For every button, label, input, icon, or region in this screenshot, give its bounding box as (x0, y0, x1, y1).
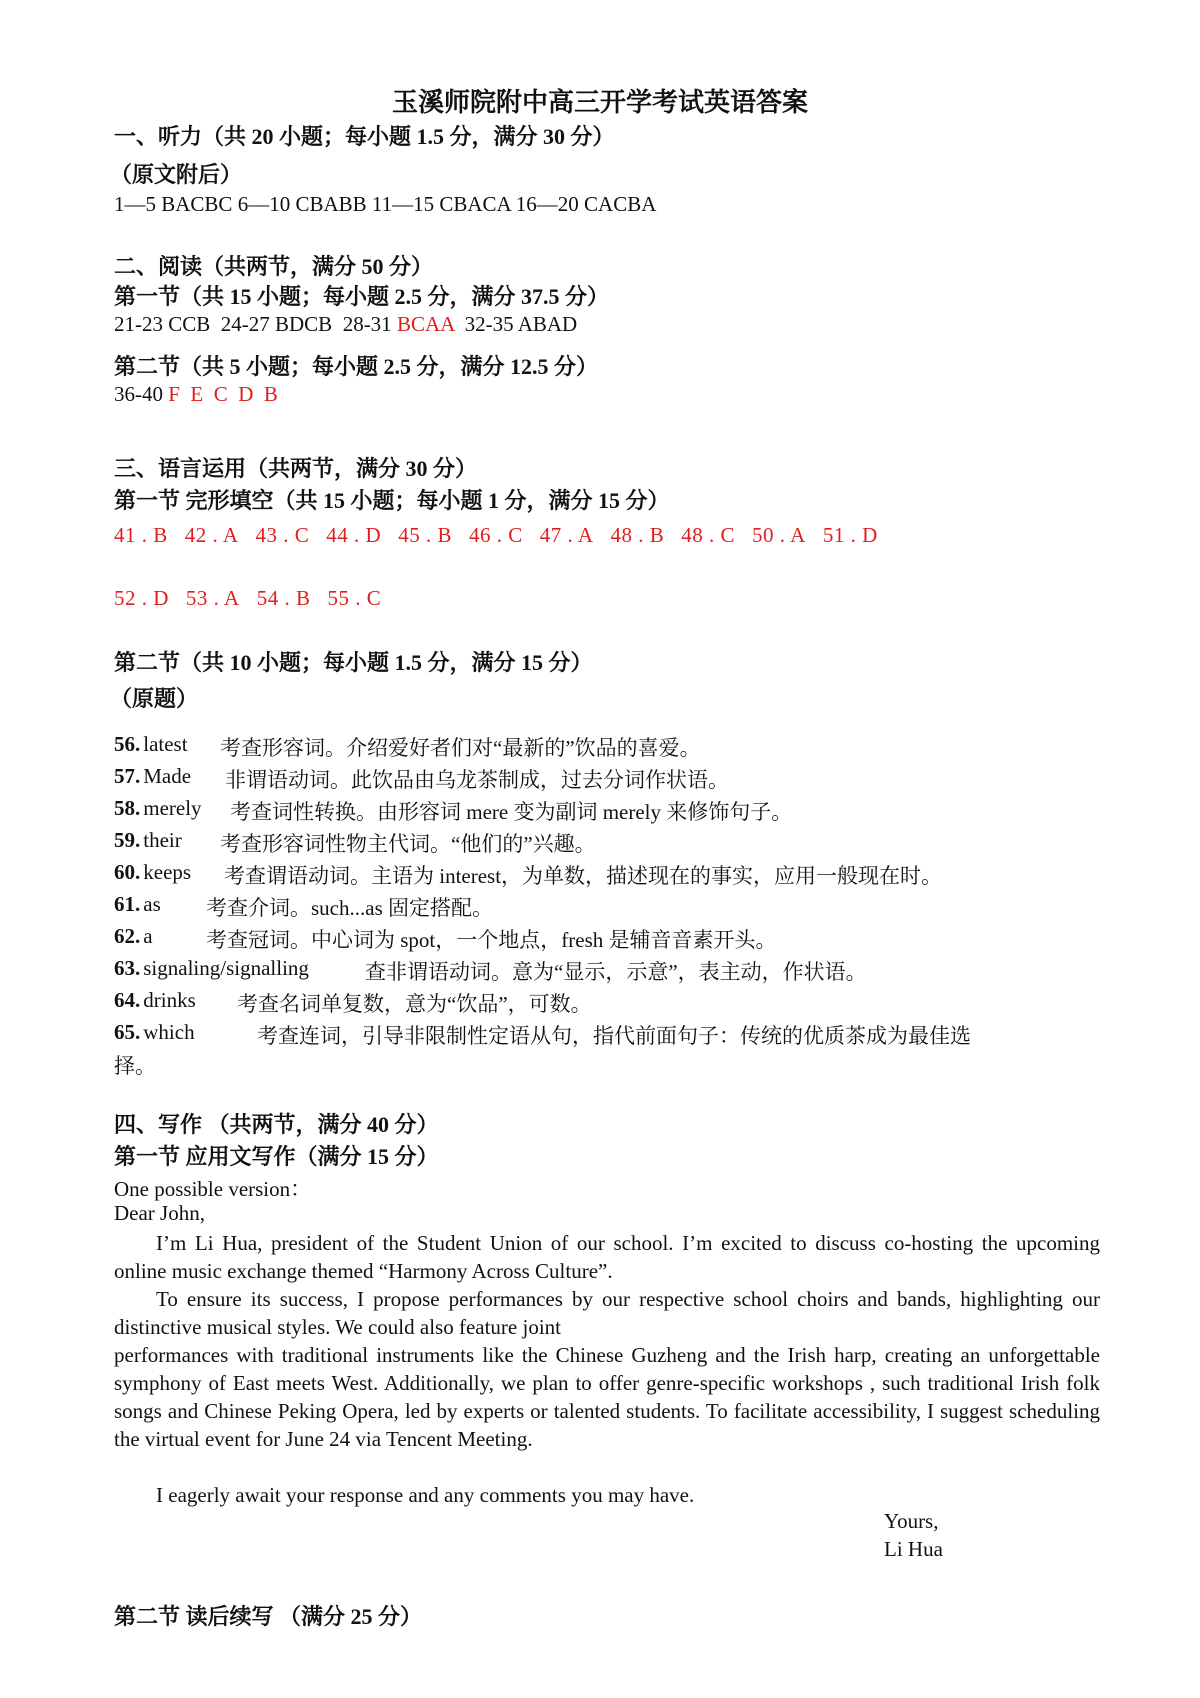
letter-greeting: Dear John, (114, 1201, 205, 1225)
listening-answers: 1—5 BACBC 6—10 CBABB 11—15 CBACA 16—20 CACBA (114, 192, 657, 216)
grammar-item-answer: latest (143, 732, 188, 756)
grammar-answer-item (114, 924, 153, 949)
language-heading: 三、语言运用（共两节，满分 30 分） (114, 456, 478, 481)
grammar-answer-item (114, 956, 309, 981)
grammar-answer-item (114, 828, 182, 853)
cloze-answer: 48 . C (681, 523, 736, 547)
grammar-item-answer: their (143, 828, 182, 852)
grammar-item-number: 65. (114, 1020, 141, 1044)
grammar-item-explanation: 非谓语动词。此饮品由乌龙茶制成，过去分词作状语。 (225, 768, 729, 792)
grammar-item-number: 58. (114, 796, 141, 820)
grammar-item-explanation: 考查介词。such...as 固定搭配。 (206, 896, 493, 920)
cloze-answer: 45 . B (398, 523, 452, 547)
reading-section2-answers (114, 382, 278, 407)
grammar-answer-item (114, 796, 202, 821)
letter-signature: Li Hua (884, 1537, 943, 1561)
cloze-answer: 51 . D (822, 523, 878, 547)
reading-section2-prefix: 36-40 (114, 382, 169, 406)
page-title: 玉溪师院附中高三开学考试英语答案 (391, 88, 808, 117)
cloze-answer: 53 . A (185, 586, 240, 610)
reading-section1-answers (114, 312, 577, 337)
grammar-item-number: 57. (114, 764, 141, 788)
grammar-item-explanation-continued: 择。 (114, 1054, 156, 1078)
writing-section2-heading: 第二节 读后续写 （满分 25 分） (114, 1604, 423, 1629)
cloze-answer: 47 . A (539, 523, 594, 547)
grammar-item-number: 59. (114, 828, 141, 852)
grammar-item-explanation: 考查词性转换。由形容词 mere 变为副词 merely 来修饰句子。 (230, 800, 793, 824)
grammar-item-explanation: 考查冠词。中心词为 spot，一个地点，fresh 是辅音音素开头。 (206, 928, 777, 952)
cloze-answer: 48 . B (610, 523, 665, 547)
grammar-answer-item (114, 892, 161, 917)
grammar-item-explanation: 考查形容词性物主代词。“他们的”兴趣。 (220, 832, 596, 856)
listening-heading: 一、听力（共 20 小题；每小题 1.5 分，满分 30 分） (114, 124, 615, 149)
cloze-answer: 44 . D (326, 523, 382, 547)
language-section1-heading: 第一节 完形填空（共 15 小题；每小题 1 分，满分 15 分） (114, 488, 670, 513)
letter-paragraph-1: I’m Li Hua, president of the Student Union of our school. I’m excited to discuss co-hosting the upcoming online music exchange themed “Harmony Across Culture”. (114, 1231, 1100, 1283)
grammar-item-number: 60. (114, 860, 141, 884)
grammar-answer-item (114, 988, 196, 1013)
grammar-item-number: 62. (114, 924, 141, 948)
grammar-item-explanation: 考查连词，引导非限制性定语从句，指代前面句子：传统的优质茶成为最佳选 (257, 1024, 971, 1048)
writing-heading: 四、写作 （共两节，满分 40 分） (114, 1112, 439, 1137)
language-section2-heading: 第二节（共 10 小题；每小题 1.5 分，满分 15 分） (114, 650, 593, 675)
reading-section2-highlight: F E C D B (168, 382, 278, 406)
grammar-item-answer: merely (143, 796, 202, 820)
writing-section1-heading: 第一节 应用文写作（满分 15 分） (114, 1144, 439, 1169)
reading-section1-part-b: 32-35 ABAD (454, 312, 578, 336)
language-section2-note: （原题） (110, 686, 199, 711)
cloze-answer: 55 . C (327, 586, 382, 610)
grammar-item-explanation: 考查形容词。介绍爱好者们对“最新的”饮品的喜爱。 (220, 736, 701, 760)
grammar-item-number: 56. (114, 732, 141, 756)
cloze-answer: 43 . C (255, 523, 310, 547)
grammar-item-number: 61. (114, 892, 141, 916)
reading-heading: 二、阅读（共两节，满分 50 分） (114, 254, 434, 279)
listening-note: （原文附后） (110, 162, 243, 187)
grammar-item-answer: signaling/signalling (143, 956, 309, 980)
grammar-answer-item (114, 1020, 195, 1045)
reading-section1-highlight: BCAA (396, 312, 455, 336)
letter-paragraph-3: I eagerly await your response and any comments you may have. (156, 1483, 695, 1507)
cloze-answer: 41 . B (114, 523, 168, 547)
grammar-item-explanation: 考查名词单复数，意为“饮品”，可数。 (237, 992, 592, 1016)
reading-section1-part-a: 21-23 CCB 24-27 BDCB 28-31 (114, 312, 397, 336)
reading-section1-heading: 第一节（共 15 小题；每小题 2.5 分，满分 37.5 分） (114, 284, 610, 309)
grammar-item-answer: keeps (143, 860, 192, 884)
grammar-item-answer: drinks (143, 988, 196, 1012)
cloze-answers-row2 (114, 586, 398, 611)
grammar-item-answer: as (143, 892, 161, 916)
cloze-answer: 52 . D (114, 586, 169, 610)
cloze-answers-row1 (114, 523, 895, 548)
grammar-item-explanation: 考查谓语动词。主语为 interest，为单数，描述现在的事实，应用一般现在时。 (224, 864, 943, 888)
cloze-answer: 50 . A (752, 523, 806, 547)
grammar-item-number: 64. (114, 988, 141, 1012)
grammar-answer-item (114, 860, 191, 885)
grammar-answer-item (114, 732, 188, 757)
grammar-item-number: 63. (114, 956, 141, 980)
grammar-answer-item (114, 764, 191, 789)
grammar-item-explanation: 查非谓语动词。意为“显示，示意”，表主动，作状语。 (365, 960, 867, 984)
writing-version-label: One possible version： (114, 1177, 312, 1201)
cloze-answer: 46 . C (468, 523, 523, 547)
reading-section2-heading: 第二节（共 5 小题；每小题 2.5 分，满分 12.5 分） (114, 354, 599, 379)
letter-paragraph-2b: performances with traditional instruments like the Chinese Guzheng and the Irish harp, creating an unforgettable symphony of East meets West. Additionally, we plan to offer genre-specific workshops , such traditional Irish folk songs and Chinese Peking Opera, led by experts or talented students. To facilitate accessibility, I suggest scheduling the virtual event for June 24 via Tencent Meeting. (114, 1343, 1100, 1451)
grammar-item-answer: which (143, 1020, 195, 1044)
letter-paragraph-2a: To ensure its success, I propose performances by our respective school choirs and bands, highlighting our distinctive musical styles. We could also feature joint (114, 1287, 1100, 1339)
cloze-answer: 42 . A (184, 523, 239, 547)
grammar-item-answer: Made (143, 764, 192, 788)
letter-closing: Yours, (884, 1509, 939, 1533)
grammar-item-answer: a (143, 924, 153, 948)
cloze-answer: 54 . B (256, 586, 311, 610)
